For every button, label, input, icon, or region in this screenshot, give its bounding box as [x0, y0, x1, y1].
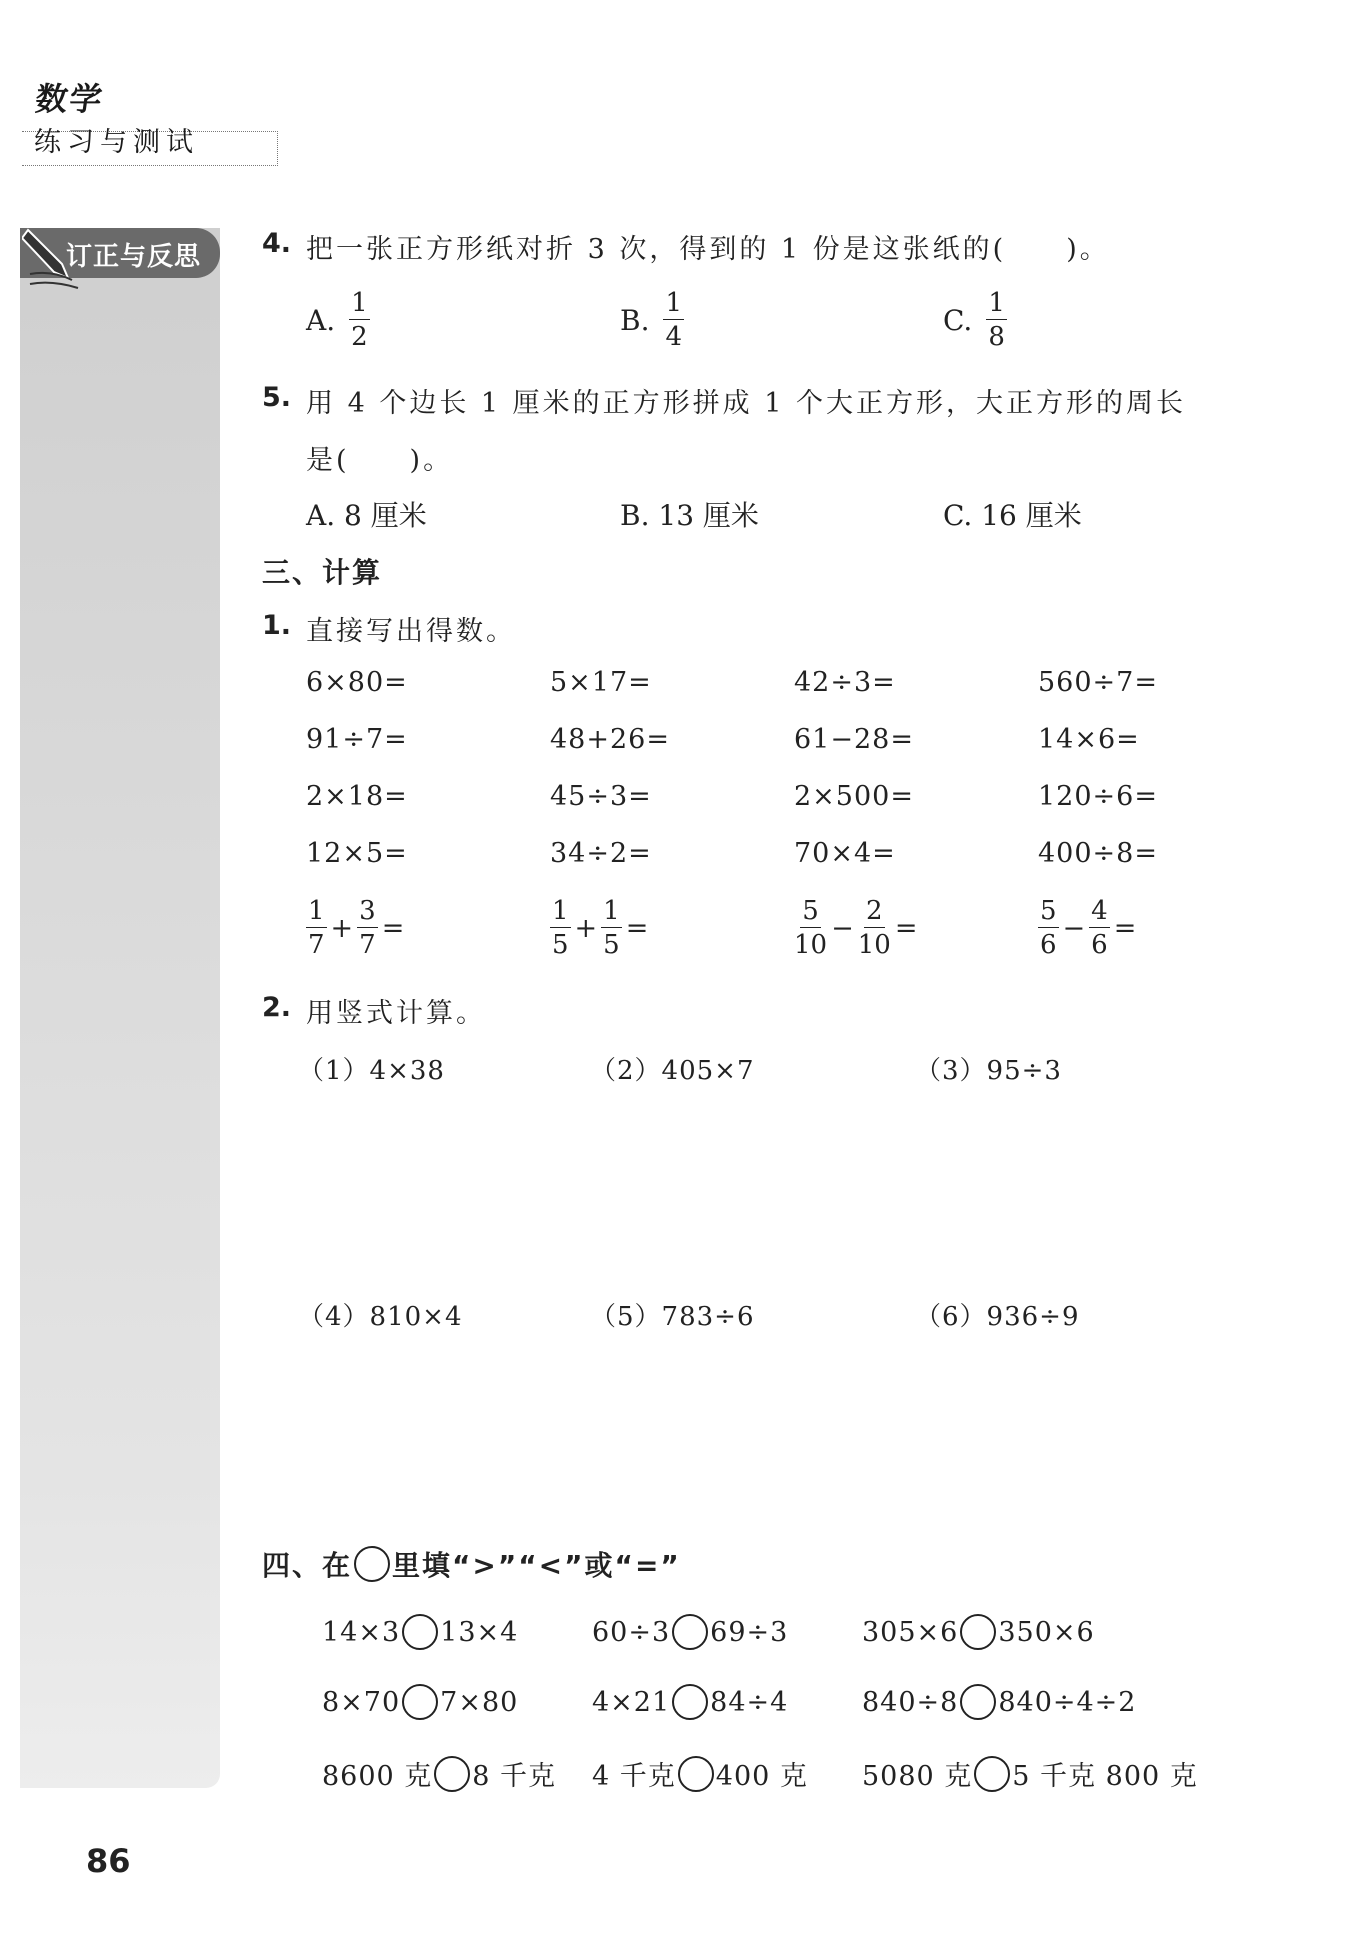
calc-item: 560÷7=: [1038, 667, 1158, 698]
answer-circle[interactable]: [960, 1684, 996, 1720]
compare-left: 8600 克: [322, 1761, 433, 1792]
fraction: [794, 898, 827, 958]
fraction-numerator: 1: [603, 896, 620, 926]
compare-item: [322, 1614, 518, 1650]
compare-right: 840÷4÷2: [998, 1686, 1137, 1718]
fraction-denominator: 8: [988, 322, 1005, 352]
compare-left: 305×6: [862, 1616, 959, 1648]
calc-item: 45÷3=: [550, 781, 652, 812]
q5-option-b: B. 13 厘米: [620, 499, 759, 532]
answer-circle[interactable]: [672, 1614, 708, 1650]
s3-q2-text: 用竖式计算。: [306, 998, 486, 1029]
compare-item: [862, 1684, 1136, 1720]
q4-option-a: [306, 290, 370, 350]
compare-right: 69÷3: [710, 1616, 789, 1648]
compare-left: 4 千克: [592, 1761, 676, 1792]
fraction-calc-item: [550, 898, 652, 958]
option-fraction: [349, 290, 370, 350]
q4-option-c: [943, 290, 1007, 350]
calc-item: 400÷8=: [1038, 838, 1158, 869]
fraction-numerator: 1: [351, 288, 368, 318]
calc-item: 2×500=: [794, 781, 914, 812]
q4-number: 4.: [262, 228, 292, 259]
equals: =: [894, 912, 918, 944]
fraction-denominator: 10: [857, 930, 891, 960]
compare-item: [322, 1754, 556, 1793]
q4-text: 把一张正方形纸对折 3 次，得到的 1 份是这张纸的( )。: [306, 234, 1110, 265]
calc-item: 61−28=: [794, 724, 914, 755]
compare-left: 60÷3: [592, 1616, 671, 1648]
fraction-denominator: 7: [359, 930, 376, 960]
compare-left: 5080 克: [862, 1761, 973, 1792]
fraction-denominator: 2: [351, 322, 368, 352]
compare-right: 13×4: [440, 1616, 519, 1648]
calc-item: 120÷6=: [1038, 781, 1158, 812]
vertical-calc-item: （5）783÷6: [590, 1302, 755, 1332]
fraction: [1038, 898, 1059, 958]
fraction-denominator: 6: [1040, 930, 1057, 960]
calc-item: 70×4=: [794, 838, 896, 869]
calc-item: 42÷3=: [794, 667, 896, 698]
fraction-numerator: 5: [802, 896, 819, 926]
compare-left: 4×21: [592, 1686, 671, 1718]
fraction-denominator: 4: [665, 322, 683, 352]
option-letter: B.: [620, 303, 650, 337]
s3-q2-number: 2.: [262, 992, 292, 1023]
fraction: [1089, 898, 1110, 958]
correction-sidebar: [20, 228, 220, 1788]
answer-circle[interactable]: [402, 1614, 438, 1650]
sidebar-label: 订正与反思: [66, 242, 202, 272]
fraction-calc-item: [1038, 898, 1140, 958]
calc-item: 2×18=: [306, 781, 408, 812]
vertical-calc-item: （6）936÷9: [915, 1302, 1080, 1332]
fraction-numerator: 2: [865, 896, 883, 926]
vertical-calc-item: （4）810×4: [298, 1302, 463, 1332]
answer-circle[interactable]: [434, 1756, 470, 1792]
book-brand: 数学: [33, 80, 107, 118]
q5-option-c: C. 16 厘米: [943, 499, 1082, 532]
fraction: [306, 898, 327, 958]
compare-item: [592, 1614, 788, 1650]
fraction-numerator: 3: [359, 896, 376, 926]
circle-icon: [354, 1546, 390, 1582]
option-fraction: [986, 290, 1007, 350]
option-letter: C.: [943, 303, 973, 337]
compare-item: [862, 1614, 1095, 1650]
s3-q1-text: 直接写出得数。: [306, 616, 516, 647]
equals: =: [1113, 912, 1137, 944]
compare-item: [862, 1754, 1198, 1793]
fraction-denominator: 10: [794, 930, 828, 960]
compare-item: [592, 1684, 788, 1720]
vertical-calc-item: （1）4×38: [298, 1056, 445, 1086]
fraction-denominator: 6: [1091, 930, 1108, 960]
compare-left: 14×3: [322, 1616, 401, 1648]
fraction: [550, 898, 571, 958]
fraction-numerator: 4: [1091, 896, 1108, 926]
answer-circle[interactable]: [672, 1684, 708, 1720]
calc-item: 5×17=: [550, 667, 652, 698]
fraction-denominator: 5: [552, 930, 569, 960]
equals: =: [625, 912, 649, 944]
fraction-calc-item: [306, 898, 408, 958]
calc-item: 48+26=: [550, 724, 670, 755]
answer-circle[interactable]: [678, 1756, 714, 1792]
compare-right: 8 千克: [472, 1761, 557, 1792]
fraction: [858, 898, 891, 958]
q5-option-a: A. 8 厘米: [306, 499, 427, 532]
compare-right: 5 千克 800 克: [1012, 1761, 1198, 1792]
fraction: [357, 898, 378, 958]
compare-right: 350×6: [998, 1616, 1095, 1648]
operator: +: [574, 912, 598, 944]
q5-text-line1: 用 4 个边长 1 厘米的正方形拼成 1 个大正方形，大正方形的周长: [306, 388, 1187, 419]
fraction-denominator: 7: [308, 930, 325, 960]
compare-item: [322, 1684, 518, 1720]
calc-item: 91÷7=: [306, 724, 408, 755]
compare-right: 7×80: [440, 1686, 519, 1718]
page-number: 86: [86, 1842, 131, 1880]
fraction: [601, 898, 622, 958]
calc-item: 14×6=: [1038, 724, 1140, 755]
q5-text-line2: 是( )。: [306, 445, 454, 476]
option-letter: A.: [306, 303, 336, 337]
fraction-numerator: 1: [308, 896, 325, 926]
q4-option-b: [620, 290, 684, 350]
s3-q1-number: 1.: [262, 610, 292, 641]
calc-item: 12×5=: [306, 838, 408, 869]
compare-right: 84÷4: [710, 1686, 789, 1718]
calc-item: 6×80=: [306, 667, 408, 698]
fraction-calc-item: [794, 898, 921, 958]
operator: −: [1062, 912, 1086, 944]
vertical-calc-item: （3）95÷3: [915, 1056, 1062, 1086]
compare-left: 840÷8: [862, 1686, 959, 1718]
compare-item: [592, 1754, 808, 1793]
fraction-numerator: 1: [988, 288, 1005, 318]
compare-right: 400 克: [715, 1761, 808, 1792]
option-fraction: [663, 290, 684, 350]
answer-circle[interactable]: [960, 1614, 996, 1650]
operator: −: [831, 912, 854, 944]
answer-circle[interactable]: [974, 1756, 1010, 1792]
section-4-title: [262, 1544, 681, 1584]
section-3-title: 三、计算: [262, 556, 383, 589]
vertical-calc-item: （2）405×7: [590, 1056, 755, 1086]
q5-number: 5.: [262, 382, 292, 413]
fraction-denominator: 5: [603, 930, 620, 960]
section-4-title-pre: 四、在: [262, 1549, 353, 1582]
fraction-numerator: 5: [1040, 896, 1057, 926]
book-subtitle: 练习与测试: [34, 127, 199, 158]
operator: +: [330, 912, 354, 944]
fraction-numerator: 1: [665, 288, 683, 318]
calc-item: 34÷2=: [550, 838, 652, 869]
section-4-title-post: 里填“>”“<”或“=”: [392, 1549, 681, 1582]
fraction-numerator: 1: [552, 896, 569, 926]
equals: =: [381, 912, 405, 944]
answer-circle[interactable]: [402, 1684, 438, 1720]
compare-left: 8×70: [322, 1686, 401, 1718]
